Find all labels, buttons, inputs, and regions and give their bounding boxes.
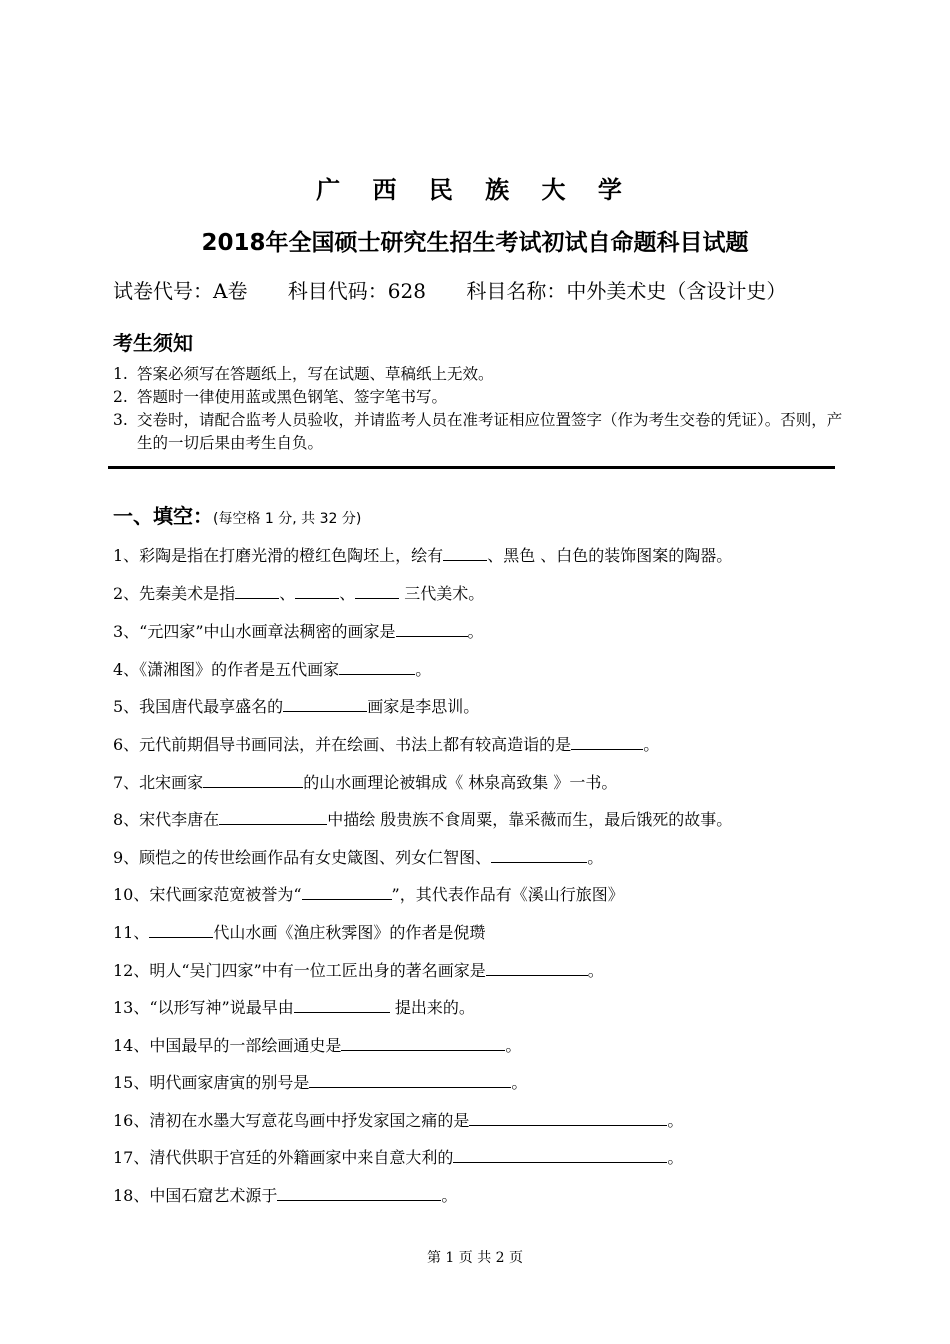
question-5: 5、我国唐代最享盛名的 画家是李思训。 — [113, 697, 480, 716]
section-points: (每空格 1 分, 共 32 分) — [213, 511, 362, 527]
answer-blank[interactable] — [396, 620, 468, 637]
paper-meta — [113, 275, 820, 304]
question-7: 7、北宋画家 的山水画理论被辑成《 林泉高致集 》一书。 — [113, 773, 618, 792]
notice-heading: 考生须知 — [113, 331, 193, 355]
answer-blank[interactable] — [203, 771, 303, 788]
question-4: 4、《潇湘图》的作者是五代画家 。 — [113, 660, 432, 679]
question-1: 1、彩陶是指在打磨光滑的橙红色陶坯上，绘有 、黑色 、白色的装饰图案的陶器。 — [113, 546, 733, 565]
notice-text: 答题时一律使用蓝或黑色钢笔、签字笔书写。 — [137, 388, 448, 406]
answer-blank[interactable] — [443, 544, 487, 561]
answer-blank[interactable] — [469, 1109, 667, 1126]
question-2: 2、先秦美术是指 、 、 三代美术。 — [113, 584, 485, 603]
question-14: 14、中国最早的一部绘画通史是 。 — [113, 1036, 522, 1055]
paper-code: 试卷代号：A卷 — [113, 279, 248, 303]
exam-title: 2018年全国硕士研究生招生考试初试自命题科目试题 — [201, 230, 749, 256]
question-10: 10、宋代画家范宽被誉为“ ”，其代表作品有《溪山行旅图》 — [113, 885, 624, 904]
answer-blank[interactable] — [571, 733, 643, 750]
university-name: 广 西 民 族 大 学 — [316, 176, 634, 204]
notice-list — [113, 363, 843, 455]
subject-code: 科目代码：628 — [287, 279, 426, 303]
answer-blank[interactable] — [341, 1034, 505, 1051]
question-18: 18、中国石窟艺术源于 。 — [113, 1186, 458, 1205]
answer-blank[interactable] — [277, 1184, 441, 1201]
answer-blank[interactable] — [309, 1071, 511, 1088]
question-15: 15、明代画家唐寅的别号是 。 — [113, 1073, 528, 1092]
answer-blank[interactable] — [294, 996, 390, 1013]
question-9: 9、顾恺之的传世绘画作品有女史箴图、列女仁智图、 。 — [113, 848, 604, 867]
answer-blank[interactable] — [486, 959, 588, 976]
page-number: 第 1 页 共 2 页 — [426, 1250, 524, 1266]
answer-blank[interactable] — [149, 921, 213, 938]
answer-blank[interactable] — [302, 883, 392, 900]
notice-item — [113, 409, 843, 455]
answer-blank[interactable] — [339, 658, 415, 675]
answer-blank[interactable] — [219, 808, 327, 825]
question-6: 6、元代前期倡导书画同法，并在绘画、书法上都有较高造诣的是 。 — [113, 735, 660, 754]
notice-number: 1. — [113, 365, 128, 383]
question-13: 13、“以形写神”说最早由 提出来的。 — [113, 998, 475, 1017]
notice-text: 交卷时，请配合监考人员验收，并请监考人员在准考证相应位置签字（作为考生交卷的凭证）。否则，产生的一切后果由考生自负。 — [137, 411, 843, 452]
answer-blank[interactable] — [295, 582, 339, 599]
notice-number: 3. — [113, 411, 128, 429]
section-divider — [108, 466, 835, 469]
question-8: 8、宋代李唐在 中描绘 殷贵族不食周粟，靠采薇而生，最后饿死的故事。 — [113, 810, 733, 829]
answer-blank[interactable] — [355, 582, 399, 599]
section-title: 一、填空： — [113, 504, 213, 528]
question-3: 3、“元四家”中山水画章法稠密的画家是 。 — [113, 622, 484, 641]
notice-item — [113, 363, 843, 386]
question-16: 16、清初在水墨大写意花鸟画中抒发家国之痛的是 。 — [113, 1111, 684, 1130]
subject-name: 科目名称：中外美术史（含设计史） — [466, 279, 787, 303]
notice-text: 答案必须写在答题纸上，写在试题、草稿纸上无效。 — [137, 365, 494, 383]
notice-number: 2. — [113, 388, 128, 406]
question-17: 17、清代供职于宫廷的外籍画家中来自意大利的 。 — [113, 1148, 684, 1167]
answer-blank[interactable] — [235, 582, 279, 599]
section-heading — [113, 500, 361, 529]
answer-blank[interactable] — [283, 695, 367, 712]
answer-blank[interactable] — [491, 846, 587, 863]
question-12: 12、明人“吴门四家”中有一位工匠出身的著名画家是 。 — [113, 961, 604, 980]
notice-item — [113, 386, 843, 409]
question-11: 11、 代山水画《渔庄秋霁图》的作者是倪瓒 — [113, 923, 486, 942]
answer-blank[interactable] — [453, 1146, 667, 1163]
